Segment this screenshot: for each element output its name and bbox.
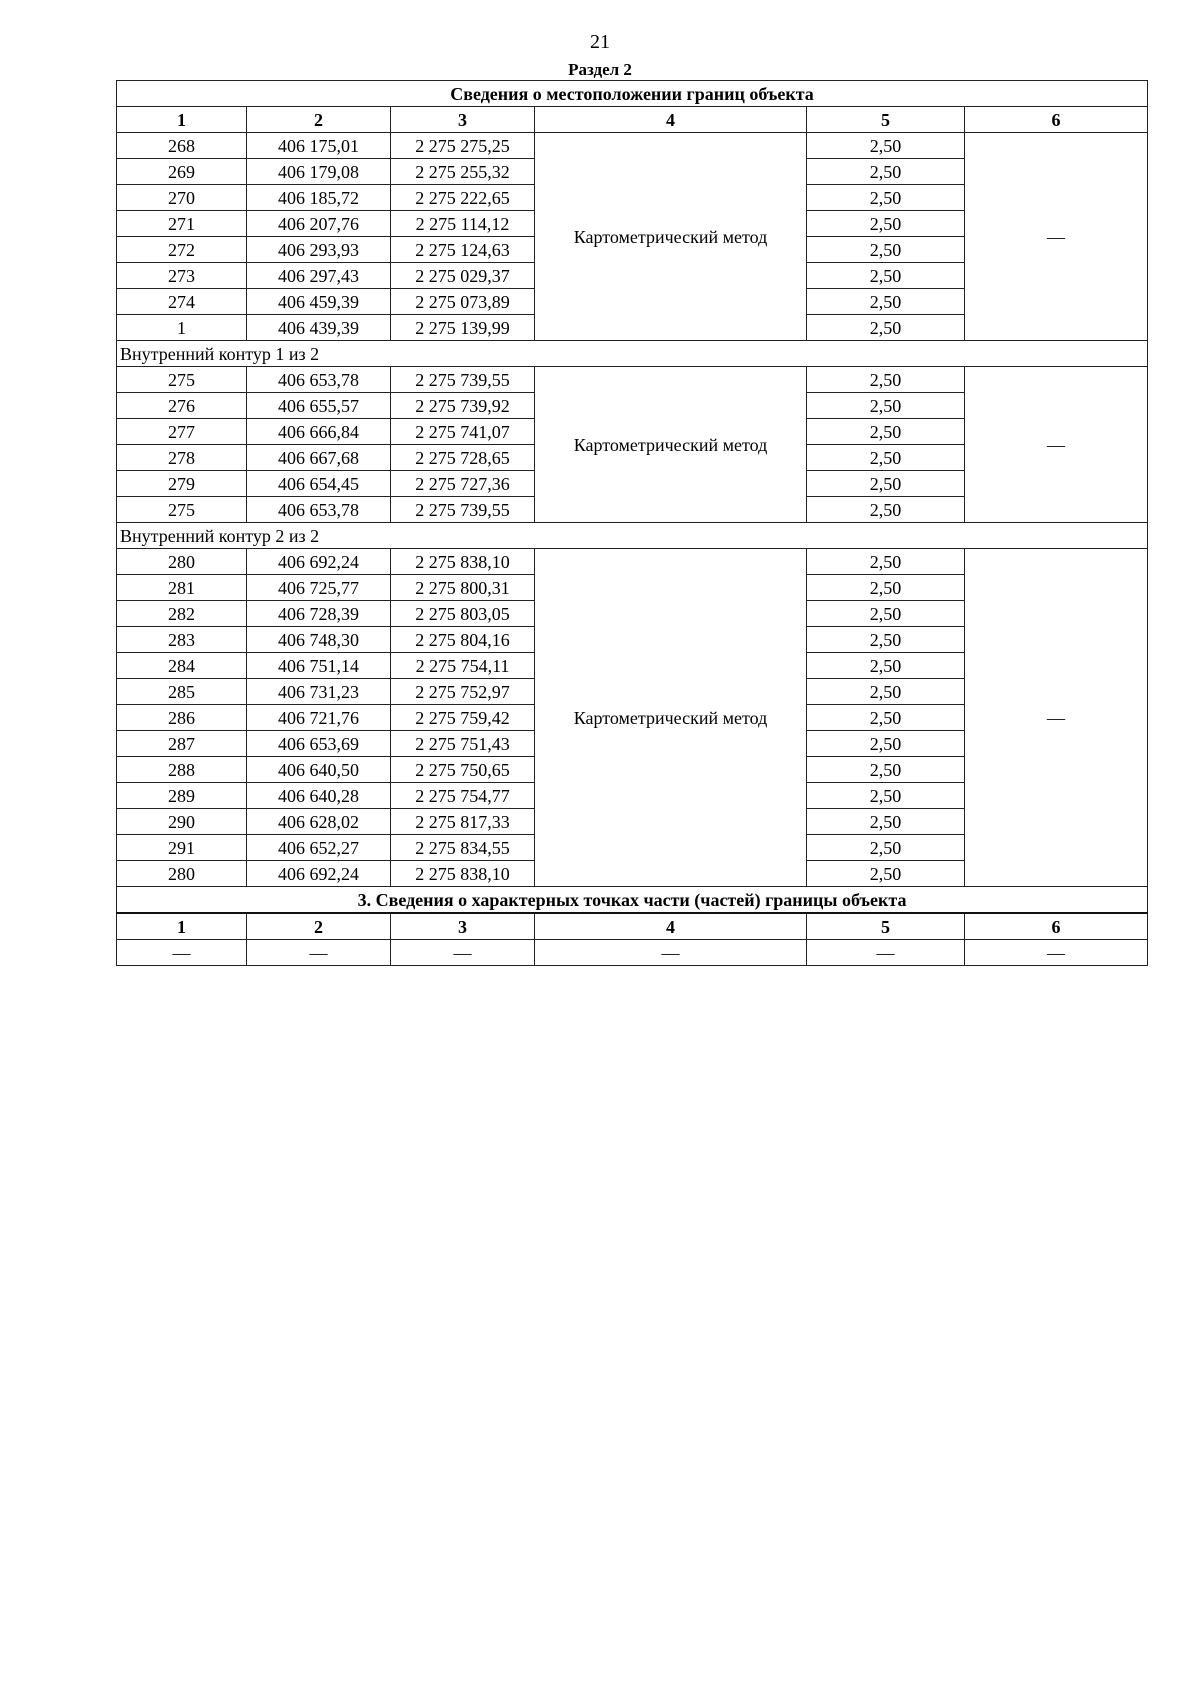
point-number: 276	[117, 393, 247, 419]
accuracy-value: 2,50	[807, 263, 965, 289]
contour-label-row	[117, 523, 1148, 549]
coordinate-x: 406 653,69	[247, 731, 391, 757]
coordinate-y: 2 275 739,55	[391, 367, 535, 393]
point-number: 270	[117, 185, 247, 211]
column-number: 2	[247, 107, 391, 133]
point-number: 272	[117, 237, 247, 263]
coordinate-x: 406 628,02	[247, 809, 391, 835]
coordinate-y: 2 275 754,11	[391, 653, 535, 679]
column-6-cell: —	[965, 133, 1148, 341]
point-number: 277	[117, 419, 247, 445]
point-number: 273	[117, 263, 247, 289]
coordinate-x: 406 439,39	[247, 315, 391, 341]
coordinate-x: 406 666,84	[247, 419, 391, 445]
accuracy-value: 2,50	[807, 757, 965, 783]
empty-cell: —	[117, 940, 247, 966]
coordinate-x: 406 653,78	[247, 497, 391, 523]
coordinate-x: 406 653,78	[247, 367, 391, 393]
parts-table-body	[117, 887, 1148, 966]
point-number: 289	[117, 783, 247, 809]
coordinate-y: 2 275 222,65	[391, 185, 535, 211]
point-number: 287	[117, 731, 247, 757]
coordinate-x: 406 459,39	[247, 289, 391, 315]
point-number: 280	[117, 861, 247, 887]
accuracy-value: 2,50	[807, 627, 965, 653]
page-number: 21	[590, 31, 610, 53]
coordinate-y: 2 275 029,37	[391, 263, 535, 289]
coordinate-x: 406 293,93	[247, 237, 391, 263]
table-row	[117, 549, 1148, 575]
accuracy-value: 2,50	[807, 419, 965, 445]
coordinate-y: 2 275 139,99	[391, 315, 535, 341]
coordinate-y: 2 275 754,77	[391, 783, 535, 809]
point-number: 280	[117, 549, 247, 575]
coordinate-x: 406 655,57	[247, 393, 391, 419]
empty-cell: —	[391, 940, 535, 966]
column-number: 1	[117, 107, 247, 133]
point-number: 275	[117, 497, 247, 523]
column-number: 5	[807, 107, 965, 133]
coordinate-x: 406 725,77	[247, 575, 391, 601]
point-number: 1	[117, 315, 247, 341]
coordinate-x: 406 748,30	[247, 627, 391, 653]
accuracy-value: 2,50	[807, 445, 965, 471]
accuracy-value: 2,50	[807, 575, 965, 601]
table-row	[117, 367, 1148, 393]
coordinate-x: 406 731,23	[247, 679, 391, 705]
empty-cell: —	[535, 940, 807, 966]
accuracy-value: 2,50	[807, 367, 965, 393]
accuracy-value: 2,50	[807, 471, 965, 497]
point-number: 269	[117, 159, 247, 185]
accuracy-value: 2,50	[807, 549, 965, 575]
method-cell: Картометрический метод	[535, 133, 807, 341]
column-6-cell: —	[965, 367, 1148, 523]
coordinate-x: 406 728,39	[247, 601, 391, 627]
coordinate-y: 2 275 751,43	[391, 731, 535, 757]
coordinate-y: 2 275 073,89	[391, 289, 535, 315]
accuracy-value: 2,50	[807, 497, 965, 523]
section-title: Раздел 2	[568, 60, 632, 79]
point-number: 288	[117, 757, 247, 783]
parts-title: 3. Сведения о характерных точках части (частей) границы объекта	[117, 887, 1148, 914]
coordinate-y: 2 275 803,05	[391, 601, 535, 627]
contour-label: Внутренний контур 1 из 2	[117, 341, 1148, 367]
method-cell: Картометрический метод	[535, 549, 807, 887]
coordinate-x: 406 721,76	[247, 705, 391, 731]
accuracy-value: 2,50	[807, 783, 965, 809]
column-number: 1	[117, 913, 247, 940]
column-number: 6	[965, 107, 1148, 133]
accuracy-value: 2,50	[807, 185, 965, 211]
accuracy-value: 2,50	[807, 731, 965, 757]
accuracy-value: 2,50	[807, 237, 965, 263]
column-number: 6	[965, 913, 1148, 940]
coordinate-y: 2 275 800,31	[391, 575, 535, 601]
point-number: 291	[117, 835, 247, 861]
coordinate-y: 2 275 838,10	[391, 861, 535, 887]
coordinate-x: 406 207,76	[247, 211, 391, 237]
coordinate-x: 406 652,27	[247, 835, 391, 861]
coordinate-y: 2 275 275,25	[391, 133, 535, 159]
coordinate-y: 2 275 759,42	[391, 705, 535, 731]
coordinate-y: 2 275 817,33	[391, 809, 535, 835]
coordinate-y: 2 275 255,32	[391, 159, 535, 185]
accuracy-value: 2,50	[807, 289, 965, 315]
table-row	[117, 133, 1148, 159]
accuracy-value: 2,50	[807, 705, 965, 731]
accuracy-value: 2,50	[807, 133, 965, 159]
parts-column-numbers-row	[117, 913, 1148, 940]
empty-cell: —	[247, 940, 391, 966]
accuracy-value: 2,50	[807, 835, 965, 861]
coordinate-y: 2 275 838,10	[391, 549, 535, 575]
coordinate-x: 406 179,08	[247, 159, 391, 185]
coordinate-y: 2 275 114,12	[391, 211, 535, 237]
point-number: 275	[117, 367, 247, 393]
column-number: 2	[247, 913, 391, 940]
coordinate-y: 2 275 728,65	[391, 445, 535, 471]
coordinate-x: 406 692,24	[247, 861, 391, 887]
accuracy-value: 2,50	[807, 601, 965, 627]
accuracy-value: 2,50	[807, 211, 965, 237]
accuracy-value: 2,50	[807, 679, 965, 705]
point-number: 271	[117, 211, 247, 237]
column-number: 3	[391, 107, 535, 133]
coordinate-y: 2 275 752,97	[391, 679, 535, 705]
parts-title-row	[117, 887, 1148, 914]
table-title-row	[117, 81, 1148, 107]
column-number: 4	[535, 107, 807, 133]
point-number: 268	[117, 133, 247, 159]
table-title: Сведения о местоположении границ объекта	[117, 81, 1148, 107]
column-6-cell: —	[965, 549, 1148, 887]
empty-cell: —	[807, 940, 965, 966]
coordinate-y: 2 275 739,55	[391, 497, 535, 523]
empty-cell: —	[965, 940, 1148, 966]
point-number: 279	[117, 471, 247, 497]
method-cell: Картометрический метод	[535, 367, 807, 523]
point-number: 281	[117, 575, 247, 601]
coordinate-y: 2 275 739,92	[391, 393, 535, 419]
accuracy-value: 2,50	[807, 809, 965, 835]
accuracy-value: 2,50	[807, 653, 965, 679]
coordinate-y: 2 275 741,07	[391, 419, 535, 445]
accuracy-value: 2,50	[807, 159, 965, 185]
coordinate-y: 2 275 124,63	[391, 237, 535, 263]
coordinate-y: 2 275 834,55	[391, 835, 535, 861]
boundary-table-body	[117, 81, 1148, 887]
point-number: 284	[117, 653, 247, 679]
coordinate-x: 406 692,24	[247, 549, 391, 575]
point-number: 283	[117, 627, 247, 653]
contour-label: Внутренний контур 2 из 2	[117, 523, 1148, 549]
coordinate-x: 406 297,43	[247, 263, 391, 289]
coordinate-y: 2 275 727,36	[391, 471, 535, 497]
point-number: 278	[117, 445, 247, 471]
accuracy-value: 2,50	[807, 861, 965, 887]
coordinate-x: 406 175,01	[247, 133, 391, 159]
accuracy-value: 2,50	[807, 393, 965, 419]
accuracy-value: 2,50	[807, 315, 965, 341]
point-number: 286	[117, 705, 247, 731]
coordinate-y: 2 275 804,16	[391, 627, 535, 653]
coordinate-x: 406 185,72	[247, 185, 391, 211]
column-numbers-row	[117, 107, 1148, 133]
coordinate-x: 406 640,28	[247, 783, 391, 809]
coordinate-y: 2 275 750,65	[391, 757, 535, 783]
coordinate-x: 406 640,50	[247, 757, 391, 783]
boundary-table	[116, 80, 1148, 966]
contour-label-row	[117, 341, 1148, 367]
coordinate-x: 406 654,45	[247, 471, 391, 497]
column-number: 4	[535, 913, 807, 940]
column-number: 3	[391, 913, 535, 940]
coordinate-x: 406 667,68	[247, 445, 391, 471]
point-number: 282	[117, 601, 247, 627]
point-number: 285	[117, 679, 247, 705]
point-number: 290	[117, 809, 247, 835]
coordinate-x: 406 751,14	[247, 653, 391, 679]
point-number: 274	[117, 289, 247, 315]
parts-empty-row	[117, 940, 1148, 966]
column-number: 5	[807, 913, 965, 940]
